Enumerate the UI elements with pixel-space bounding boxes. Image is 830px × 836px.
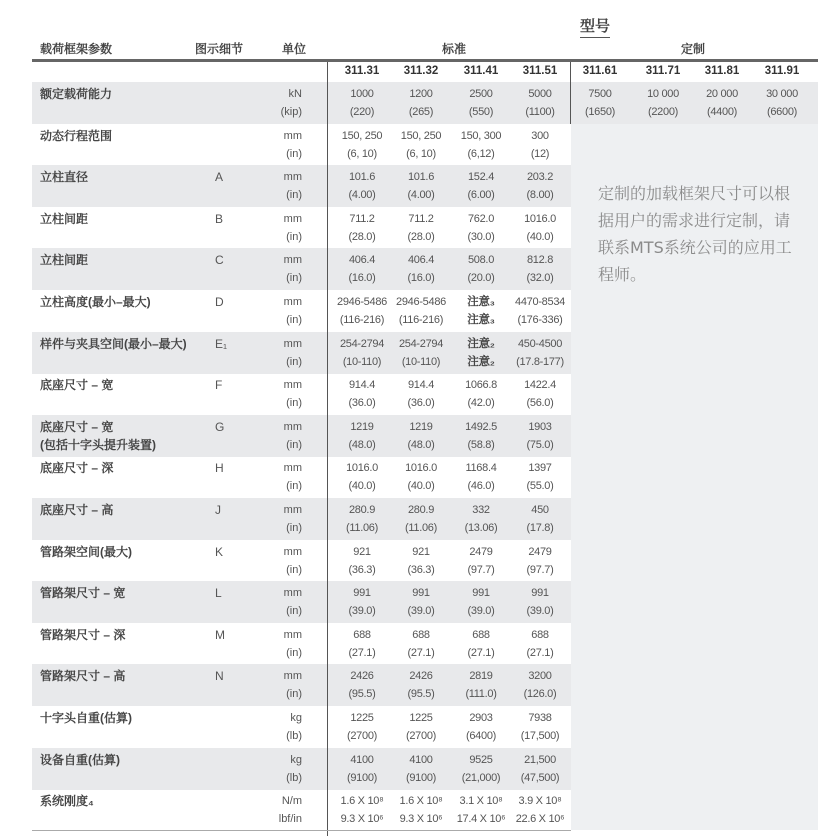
param-label: 管路架尺寸 – 深: [40, 628, 126, 642]
header-detail: 图示细节: [195, 42, 244, 56]
value-secondary: (56.0): [526, 397, 554, 409]
value-primary: 21,500: [524, 754, 556, 766]
value-secondary: (6, 10): [347, 148, 377, 160]
detail-letter: K: [215, 545, 224, 559]
colhead-311-41: 311.41: [463, 65, 499, 77]
unit-primary: kN: [288, 88, 302, 100]
unit-primary: mm: [283, 629, 302, 641]
value-primary: 300: [531, 130, 549, 142]
value-primary: 711.2: [408, 213, 434, 225]
value-primary: 101.6: [348, 171, 376, 183]
value-secondary: (36.0): [407, 397, 435, 409]
vertical-rule-custom: [570, 62, 571, 124]
detail-letter: G: [215, 420, 225, 434]
value-primary: 152.4: [467, 171, 495, 183]
custom-value-primary: 10 000: [647, 88, 679, 100]
colhead-311-32: 311.32: [403, 65, 439, 77]
value-secondary: (28.0): [407, 231, 435, 243]
value-primary: 2903: [469, 712, 493, 724]
value-secondary: (48.0): [407, 439, 435, 451]
unit-secondary: (in): [286, 148, 302, 160]
unit-secondary: (lb): [286, 730, 302, 742]
value-secondary: (17.8-177): [516, 356, 564, 368]
value-secondary: (6.00): [467, 189, 495, 201]
value-primary: 4470-8534: [515, 296, 565, 308]
value-primary: 991: [353, 587, 371, 599]
value-secondary: (176-336): [517, 314, 563, 326]
unit-primary: mm: [283, 254, 302, 266]
unit-secondary: (in): [286, 480, 302, 492]
value-primary: 2479: [528, 546, 552, 558]
value-secondary: (97.7): [467, 564, 495, 576]
value-secondary: (11.06): [346, 522, 378, 534]
param-label: 设备自重(估算): [40, 753, 120, 767]
value-secondary: (6,12): [467, 148, 495, 160]
value-primary: 280.9: [348, 504, 376, 516]
colhead-311-71: 311.71: [645, 65, 681, 77]
unit-secondary: (in): [286, 605, 302, 617]
value-primary: 1219: [350, 421, 374, 433]
unit-secondary: (in): [286, 522, 302, 534]
value-secondary: (27.1): [348, 647, 376, 659]
custom-value-primary: 30 000: [766, 88, 798, 100]
unit-secondary: (kip): [280, 106, 302, 118]
value-secondary: (12): [530, 148, 550, 160]
value-primary: 406.4: [348, 254, 376, 266]
param-label: 管路架尺寸 – 高: [40, 669, 126, 683]
value-primary: 9525: [469, 754, 493, 766]
value-secondary: (10-110): [401, 356, 441, 368]
unit-primary: mm: [283, 296, 302, 308]
value-secondary: (40.0): [407, 480, 435, 492]
detail-letter: J: [215, 503, 221, 517]
custom-value-primary: 20 000: [706, 88, 738, 100]
value-primary: 150, 300: [460, 130, 502, 142]
value-primary: 254-2794: [339, 338, 385, 350]
value-primary: 2819: [469, 670, 493, 682]
unit-secondary: (lb): [286, 772, 302, 784]
value-primary: 450-4500: [517, 338, 563, 350]
value-primary: 4100: [350, 754, 374, 766]
unit-secondary: (in): [286, 231, 302, 243]
value-primary: 508.0: [467, 254, 495, 266]
value-secondary: (6400): [466, 730, 496, 742]
value-secondary: (550): [468, 106, 494, 118]
thick-rule: [32, 59, 818, 62]
header-unit: 单位: [282, 42, 307, 56]
value-primary: 1225: [409, 712, 433, 724]
colhead-311-51: 311.51: [522, 65, 558, 77]
value-secondary: (95.5): [348, 688, 376, 700]
unit-primary: kg: [290, 754, 302, 766]
custom-value-secondary: (2200): [648, 106, 678, 118]
value-secondary: (55.0): [526, 480, 554, 492]
unit-secondary: (in): [286, 688, 302, 700]
value-secondary: (40.0): [526, 231, 554, 243]
param-label-sub: (包括十字头提升装置): [40, 438, 156, 452]
header-custom: 定制: [681, 42, 706, 56]
unit-secondary: (in): [286, 356, 302, 368]
param-label: 系统刚度₄: [40, 794, 94, 808]
param-label: 动态行程范围: [40, 129, 113, 143]
value-secondary: (13.06): [464, 522, 498, 534]
value-secondary: (6, 10): [406, 148, 436, 160]
colhead-311-81: 311.81: [704, 65, 740, 77]
value-primary: 3.9 X 10⁸: [518, 795, 562, 807]
value-primary: 2479: [469, 546, 493, 558]
value-primary: 762.0: [467, 213, 495, 225]
param-label: 底座尺寸 – 高: [40, 503, 114, 517]
detail-letter: F: [215, 378, 223, 392]
value-secondary: (16.0): [407, 272, 435, 284]
value-secondary: (36.3): [407, 564, 435, 576]
value-primary: 1200: [409, 88, 433, 100]
value-secondary: (10-110): [342, 356, 382, 368]
unit-primary: mm: [283, 504, 302, 516]
unit-primary: mm: [283, 670, 302, 682]
param-label: 立柱间距: [40, 212, 89, 226]
param-label: 管路架尺寸 – 宽: [40, 586, 126, 600]
value-primary: 991: [412, 587, 430, 599]
value-secondary: (9100): [406, 772, 436, 784]
unit-secondary: (in): [286, 314, 302, 326]
value-secondary: 9.3 X 10⁶: [399, 813, 443, 825]
custom-value-secondary: (4400): [707, 106, 737, 118]
value-primary: 1903: [528, 421, 552, 433]
value-primary: 203.2: [526, 171, 554, 183]
value-secondary: (97.7): [526, 564, 554, 576]
value-secondary: (39.0): [526, 605, 554, 617]
unit-primary: mm: [283, 587, 302, 599]
value-primary: 5000: [528, 88, 552, 100]
value-secondary: (220): [349, 106, 375, 118]
value-primary: 4100: [409, 754, 433, 766]
colhead-311-61: 311.61: [582, 65, 618, 77]
value-primary: 688: [531, 629, 549, 641]
value-primary: 280.9: [407, 504, 435, 516]
unit-secondary: (in): [286, 439, 302, 451]
custom-value-secondary: (1650): [585, 106, 615, 118]
value-secondary: (2700): [406, 730, 436, 742]
value-secondary: (40.0): [348, 480, 376, 492]
value-secondary: (1100): [525, 106, 555, 118]
value-primary: 1016.0: [405, 462, 437, 474]
value-secondary: (16.0): [348, 272, 376, 284]
param-label: 样件与夹具空间(最小–最大): [40, 337, 187, 351]
value-secondary: (39.0): [407, 605, 435, 617]
unit-secondary: (in): [286, 647, 302, 659]
value-primary: 2500: [469, 88, 493, 100]
header-standard: 标准: [442, 42, 467, 56]
detail-letter: M: [215, 628, 225, 642]
value-secondary: (2700): [347, 730, 377, 742]
value-primary: 921: [353, 546, 371, 558]
value-secondary: (17,500): [520, 730, 560, 742]
value-secondary: (126.0): [523, 688, 557, 700]
value-secondary: (32.0): [526, 272, 554, 284]
value-secondary: (20.0): [467, 272, 495, 284]
value-primary: 332: [472, 504, 490, 516]
value-secondary: (48.0): [348, 439, 376, 451]
unit-secondary: lbf/in: [278, 813, 302, 825]
value-primary: 711.2: [349, 213, 375, 225]
colhead-311-91: 311.91: [764, 65, 800, 77]
detail-letter: A: [215, 170, 224, 184]
detail-letter: N: [215, 669, 224, 683]
custom-value-primary: 7500: [588, 88, 612, 100]
value-primary: 注意₂: [467, 338, 495, 350]
value-primary: 7938: [528, 712, 552, 724]
value-secondary: (4.00): [407, 189, 435, 201]
value-secondary: (58.8): [467, 439, 495, 451]
value-secondary: (75.0): [526, 439, 554, 451]
unit-primary: kg: [290, 712, 302, 724]
detail-letter: H: [215, 461, 224, 475]
value-secondary: (47,500): [520, 772, 560, 784]
value-secondary: 注意₃: [467, 314, 495, 326]
value-secondary: (111.0): [465, 688, 497, 700]
value-secondary: 22.6 X 10⁶: [515, 813, 565, 825]
value-primary: 1422.4: [524, 379, 556, 391]
value-primary: 150, 250: [341, 130, 383, 142]
value-primary: 3.1 X 10⁸: [459, 795, 503, 807]
unit-primary: mm: [283, 421, 302, 433]
value-primary: 688: [353, 629, 371, 641]
value-primary: 3200: [528, 670, 552, 682]
value-secondary: (36.3): [348, 564, 376, 576]
value-secondary: (116-216): [339, 314, 385, 326]
value-primary: 688: [472, 629, 490, 641]
value-primary: 150, 250: [400, 130, 442, 142]
value-primary: 921: [412, 546, 430, 558]
param-label: 立柱直径: [40, 170, 89, 184]
value-primary: 1.6 X 10⁸: [340, 795, 384, 807]
value-primary: 914.4: [407, 379, 435, 391]
value-secondary: (27.1): [526, 647, 554, 659]
value-primary: 1000: [350, 88, 374, 100]
value-secondary: (42.0): [467, 397, 495, 409]
param-label: 额定载荷能力: [40, 87, 113, 101]
value-primary: 2426: [409, 670, 433, 682]
model-title: 型号: [580, 18, 610, 38]
value-secondary: (27.1): [467, 647, 495, 659]
value-secondary: (9100): [347, 772, 377, 784]
detail-letter: C: [215, 253, 224, 267]
unit-secondary: (in): [286, 189, 302, 201]
unit-secondary: (in): [286, 272, 302, 284]
unit-primary: mm: [283, 171, 302, 183]
colhead-311-31: 311.31: [344, 65, 380, 77]
value-primary: 1016.0: [346, 462, 378, 474]
param-label: 管路架空间(最大): [40, 545, 132, 559]
detail-letter: D: [215, 295, 224, 309]
unit-secondary: (in): [286, 564, 302, 576]
vertical-rule-standard: [327, 62, 328, 836]
param-label: 底座尺寸 – 宽: [40, 378, 114, 392]
value-secondary: 17.4 X 10⁶: [456, 813, 506, 825]
value-secondary: (265): [408, 106, 434, 118]
detail-letter: B: [215, 212, 224, 226]
unit-primary: mm: [283, 130, 302, 142]
header-param: 载荷框架参数: [40, 42, 113, 56]
value-secondary: (8.00): [526, 189, 554, 201]
value-secondary: (46.0): [467, 480, 495, 492]
value-primary: 1492.5: [465, 421, 497, 433]
value-secondary: (17.8): [526, 522, 554, 534]
value-primary: 812.8: [526, 254, 554, 266]
unit-primary: mm: [283, 462, 302, 474]
value-primary: 406.4: [407, 254, 435, 266]
value-primary: 1066.8: [465, 379, 497, 391]
value-secondary: (4.00): [348, 189, 376, 201]
value-primary: 1016.0: [524, 213, 556, 225]
value-primary: 991: [472, 587, 490, 599]
detail-letter: E₁: [215, 337, 228, 351]
value-secondary: (28.0): [348, 231, 376, 243]
value-primary: 914.4: [348, 379, 376, 391]
value-primary: 254-2794: [398, 338, 444, 350]
value-primary: 2426: [350, 670, 374, 682]
value-primary: 991: [531, 587, 549, 599]
unit-primary: mm: [283, 338, 302, 350]
value-secondary: (116-216): [398, 314, 444, 326]
param-label: 立柱高度(最小–最大): [40, 295, 151, 309]
value-secondary: (39.0): [348, 605, 376, 617]
value-primary: 注意₃: [467, 296, 495, 308]
value-primary: 1225: [350, 712, 374, 724]
value-secondary: (11.06): [405, 522, 437, 534]
detail-letter: L: [215, 586, 222, 600]
value-primary: 101.6: [407, 171, 435, 183]
value-primary: 2946-5486: [337, 296, 387, 308]
unit-primary: mm: [283, 379, 302, 391]
unit-primary: mm: [283, 213, 302, 225]
value-secondary: (95.5): [407, 688, 435, 700]
custom-note: 定制的加载框架尺寸可以根据用户的需求进行定制，请联系MTS系统公司的应用工程师。: [598, 184, 792, 284]
custom-value-secondary: (6600): [767, 106, 797, 118]
value-primary: 1219: [409, 421, 433, 433]
unit-primary: mm: [283, 546, 302, 558]
value-primary: 450: [531, 504, 549, 516]
unit-primary: N/m: [281, 795, 302, 807]
param-label: 底座尺寸 – 深: [40, 461, 114, 475]
value-secondary: (30.0): [467, 231, 495, 243]
param-label: 立柱间距: [40, 253, 89, 267]
value-primary: 688: [412, 629, 430, 641]
value-secondary: (39.0): [467, 605, 495, 617]
value-primary: 2946-5486: [396, 296, 446, 308]
value-primary: 1397: [528, 462, 552, 474]
bottom-rule: [32, 830, 571, 831]
value-secondary: 注意₂: [467, 356, 495, 368]
param-label: 底座尺寸 – 宽: [40, 420, 114, 434]
value-secondary: (21,000): [461, 772, 501, 784]
value-secondary: (36.0): [348, 397, 376, 409]
value-primary: 1.6 X 10⁸: [399, 795, 443, 807]
unit-secondary: (in): [286, 397, 302, 409]
value-secondary: 9.3 X 10⁶: [340, 813, 384, 825]
value-primary: 1168.4: [465, 462, 497, 474]
value-secondary: (27.1): [407, 647, 435, 659]
param-label: 十字头自重(估算): [40, 711, 132, 725]
